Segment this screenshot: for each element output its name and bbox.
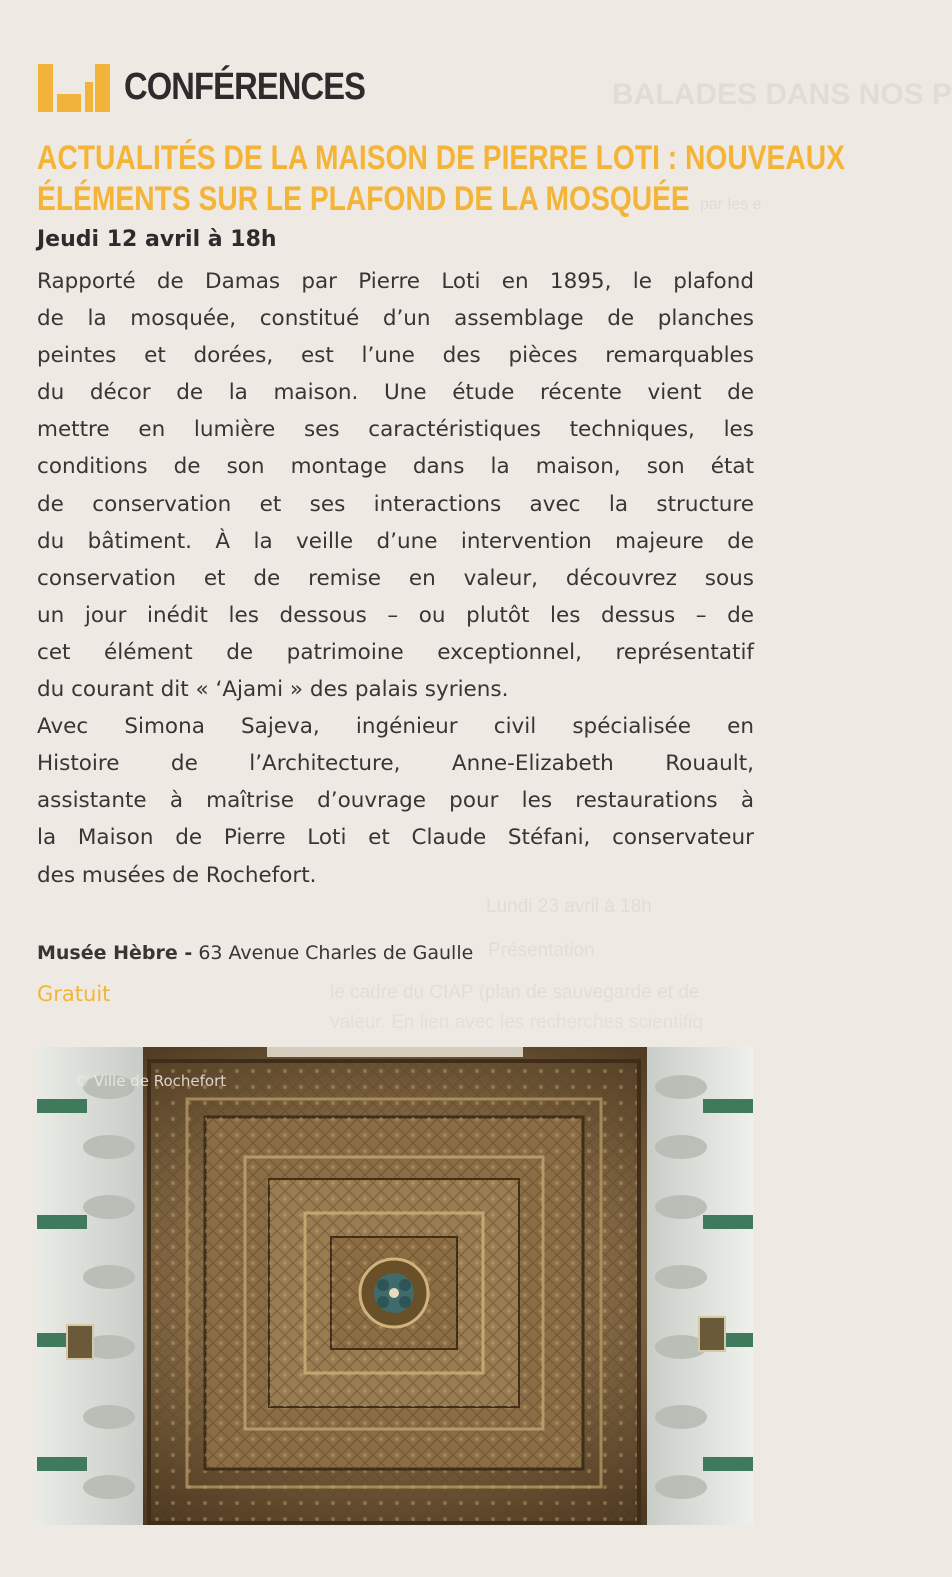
body-line: du bâtiment. À la veille d’une intervention majeure de [37,528,754,554]
body-line: conservation et de remise en valeur, découvrez sous [37,565,754,591]
bleed-through-line: Lundi 23 avril à 18h [486,896,652,917]
body-line: du décor de la maison. Une étude récente vient de [37,380,754,406]
body-line: peintes et dorées, est l’une des pièces remarquables [37,343,754,369]
event-date: Jeudi 12 avril à 18h [37,227,277,252]
body-line: de la mosquée, constitué d’un assemblage de planches [37,306,754,332]
article-headline [37,138,845,220]
event-venue [37,942,473,964]
body-line: mettre en lumière ses caractéristiques techniques, les [37,417,754,443]
body-line: conditions de son montage dans la maison, son état [37,454,754,480]
bleed-through-line: le cadre du CIAP (plan de sauvegarde et de [330,982,700,1003]
section-title: CONFÉRENCES [124,66,366,108]
body-line: du courant dit « ‘Ajami » des palais syriens. [37,677,509,703]
photo-credit: © Ville de Rochefort [74,1072,227,1090]
body-line: un jour inédit les dessous – ou plutôt les dessus – de [37,602,754,628]
bleed-through-heading: BALADES DANS NOS P [612,78,952,111]
ornate-ceiling-photo [37,1047,753,1525]
body-line: de conservation et ses interactions avec la structure [37,491,754,517]
body-line: Rapporté de Damas par Pierre Loti en 1895, le plafond [37,269,754,294]
article-body [37,263,754,894]
headline-line: ACTUALITÉS DE LA MAISON DE PIERRE LOTI : NOUVEAUX [37,139,845,177]
headline-line: ÉLÉMENTS SUR LE PLAFOND DE LA MOSQUÉE [37,180,690,218]
body-line: Avec Simona Sajeva, ingénieur civil spécialisée en [37,714,754,740]
body-line: la Maison de Pierre Loti et Claude Stéfani, conservateur [37,825,754,851]
body-line: des musées de Rochefort. [37,862,317,888]
bar-chart-logo-icon [38,64,110,112]
body-line: cet élément de patrimoine exceptionnel, représentatif [37,639,754,665]
bleed-through-line: Présentation [488,940,595,961]
bleed-through-line: par les e [700,196,762,213]
venue-name: Musée Hèbre - [37,942,193,964]
venue-address: 63 Avenue Charles de Gaulle [192,942,474,964]
event-price: Gratuit [37,982,111,1006]
body-line: Histoire de l’Architecture, Anne-Elizabeth Rouault, [37,751,754,777]
body-line: assistante à maîtrise d’ouvrage pour les restaurations à [37,788,754,814]
bleed-through-line: valeur. En lien avec les recherches scientifiq [330,1012,703,1033]
